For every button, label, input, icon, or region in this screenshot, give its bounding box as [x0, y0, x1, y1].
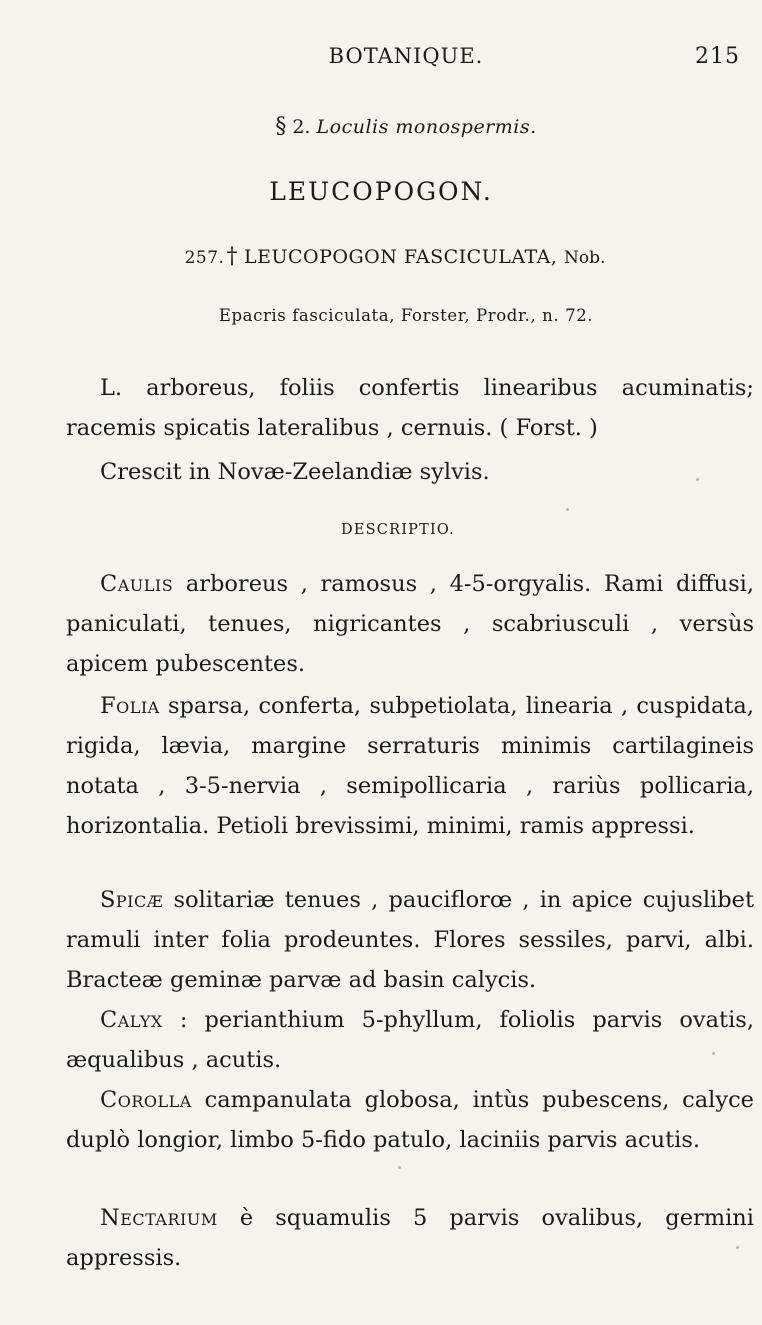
species-name: LEUCOPOGON FASCICULATA,: [243, 246, 558, 268]
paper-speck: [696, 478, 699, 481]
genus-title: LEUCOPOGON.: [269, 177, 493, 206]
label-folia: Folia: [100, 693, 160, 719]
section-heading: [0, 114, 762, 139]
diagnosis-line-2: racemis spicatis lateralibus , cernuis. ( Forst. ): [66, 415, 598, 441]
section-number: 2.: [292, 116, 311, 138]
running-head: [0, 44, 762, 74]
running-title: BOTANIQUE.: [328, 44, 484, 68]
paper-speck: [566, 508, 569, 511]
description-heading: DESCRIPTIO.: [341, 522, 455, 538]
section-title: Loculis monospermis.: [316, 116, 537, 138]
label-calyx: Calyx: [100, 1007, 163, 1033]
synonym-line: Epacris fasciculata, Forster, Prodr., n. 72.: [218, 306, 594, 325]
species-heading: [0, 244, 762, 269]
section-sign: §: [275, 114, 287, 139]
paragraph-nectarium: [66, 1198, 754, 1278]
paragraph-caulis: [66, 564, 754, 684]
species-number: 257.: [184, 248, 225, 268]
dagger-mark: †: [226, 244, 238, 269]
page-number: 215: [695, 44, 740, 69]
text-caulis: arboreus , ramosus , 4-5-orgyalis. Rami diffusi, paniculati, tenues, nigricantes , scabriusculi , versùs apicem pubescentes.: [66, 571, 754, 677]
species-authority: Nob.: [563, 248, 606, 268]
paragraph-corolla: [66, 1080, 754, 1160]
text-spicae: solitariæ tenues , pauciflorœ , in apice cujuslibet ramuli inter folia prodeuntes. Flores sessiles, parvi, albi. Bracteæ geminæ parvæ ad basin calycis.: [66, 887, 754, 993]
text-folia: sparsa, conferta, subpetiolata, linearia , cuspidata, rigida, lævia, margine serraturis minimis cartilagineis notata , 3-5-nervia , semipollicaria , rariùs pollicaria, horizontalia. Petioli brevissimi, minimi, ramis appressi.: [66, 693, 754, 839]
paragraph-folia: [66, 686, 754, 846]
habitat: Crescit in Novæ-Zeelandiæ sylvis.: [100, 459, 490, 485]
paper-speck: [398, 1166, 401, 1169]
label-corolla: Corolla: [100, 1087, 192, 1113]
label-caulis: Caulis: [100, 571, 174, 597]
diagnosis: [66, 368, 754, 448]
label-spicae: Spicæ: [100, 887, 164, 913]
paragraph-spicae: [66, 880, 754, 1000]
diagnosis-line-1: L. arboreus, foliis confertis linearibus acuminatis;: [100, 375, 754, 401]
label-nectarium: Nectarium: [100, 1205, 218, 1231]
text-nectarium: è squamulis 5 parvis ovalibus, germini appressis.: [66, 1205, 754, 1271]
paragraph-calyx: [66, 1000, 754, 1080]
paper-speck: [736, 1246, 739, 1249]
text-calyx: : perianthium 5-phyllum, foliolis parvis ovatis, æqualibus , acutis.: [66, 1007, 754, 1073]
text-corolla: campanulata globosa, intùs pubescens, calyce duplò longior, limbo 5-fido patulo, laciniis parvis acutis.: [66, 1087, 754, 1153]
paper-speck: [712, 1052, 715, 1055]
